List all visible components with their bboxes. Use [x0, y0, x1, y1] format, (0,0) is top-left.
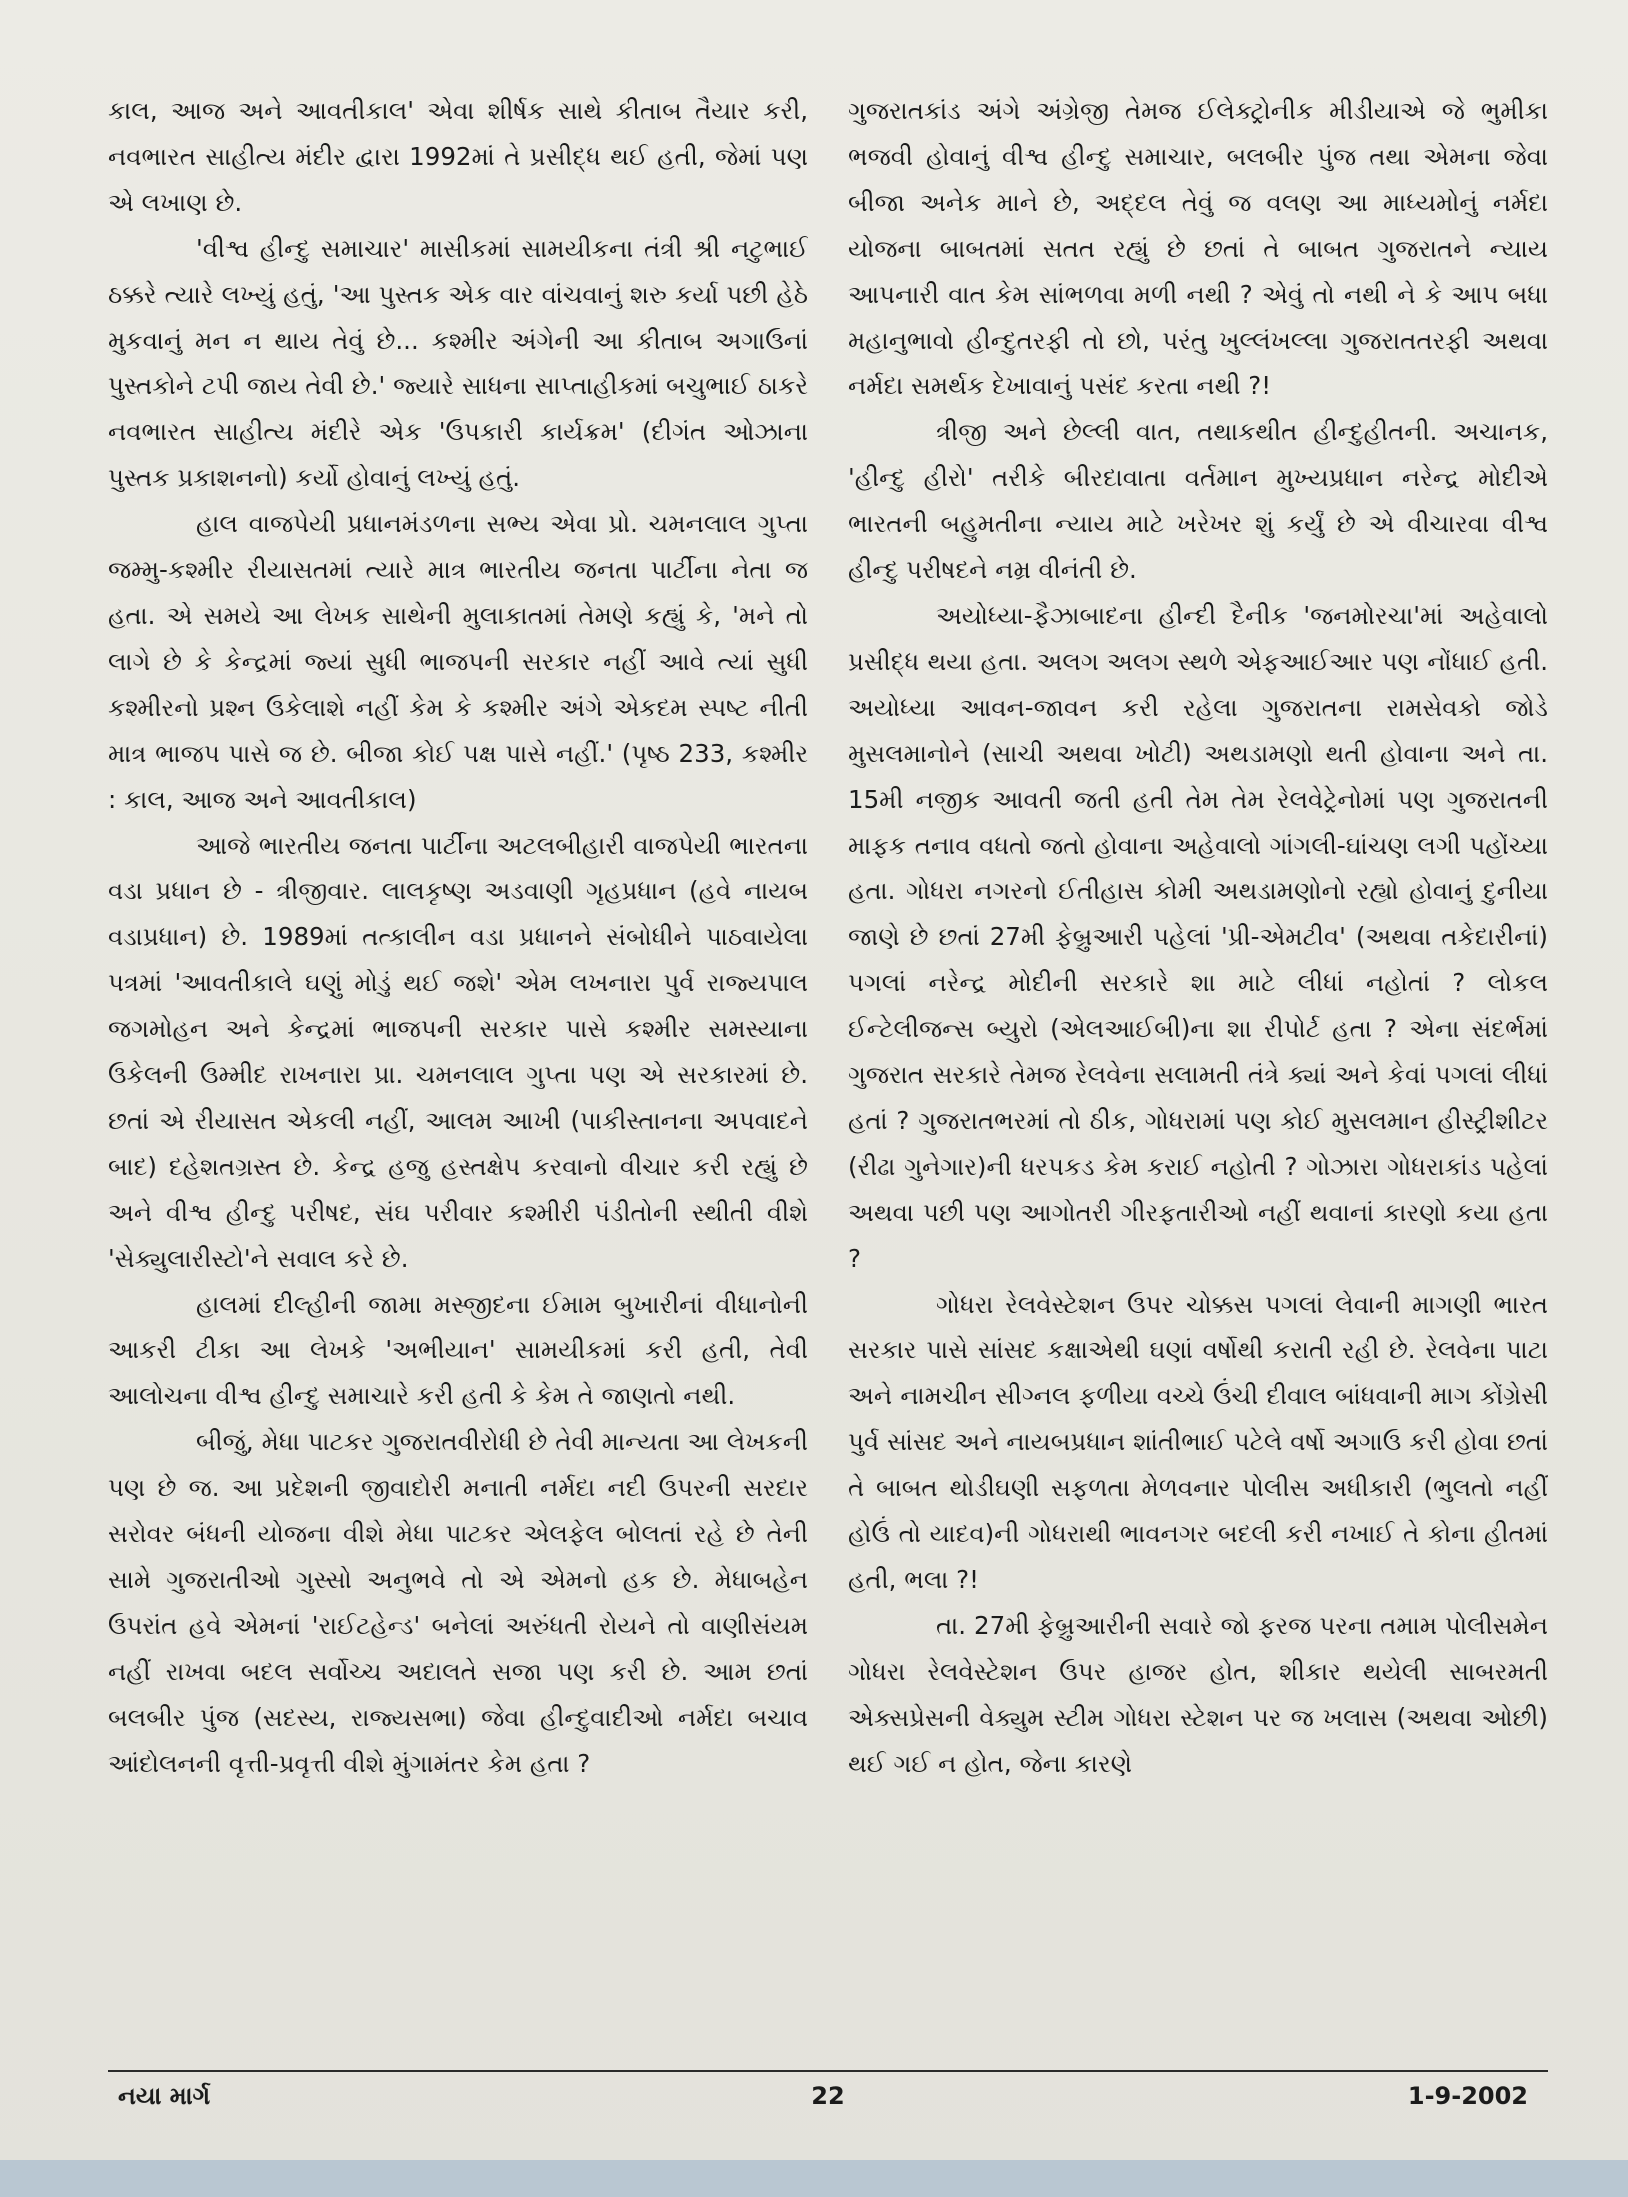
right-column [848, 88, 1548, 2043]
issue-date: 1-9-2002 [1407, 2082, 1528, 2110]
paragraph: અયોધ્યા-ફૈઝાબાદના હીન્દી દૈનીક 'જનમોરચા'માં અહેવાલો પ્રસીદ્ધ થયા હતા. અલગ અલગ સ્થળે એફઆઈઆર પણ નોંધાઈ હતી. અયોધ્યા આવન-જાવન કરી રહેલા ગુજરાતના રામસેવકો જોડે મુસલમાનોને (સાચી અથવા ખોટી) અથડામણો થતી હોવાના અને તા. 15મી નજીક આવતી જતી હતી તેમ તેમ રેલવેટ્રેનોમાં પણ ગુજરાતની માફક તનાવ વધતો જતો હોવાના અહેવાલો ગાંગલી-ઘાંચણ લગી પહોંચ્યા હતા. ગોધરા નગરનો ઈતીહાસ કોમી અથડામણોનો રહ્યો હોવાનું દુનીયા જાણે છે છતાં 27મી ફેબ્રુઆરી પહેલાં 'પ્રી-એમટીવ' (અથવા તકેદારીનાં) પગલાં નરેન્દ્ર મોદીની સરકારે શા માટે લીધાં નહોતાં ? લોકલ ઈન્ટેલીજન્સ બ્યુરો (એલઆઈબી)ના શા રીપોર્ટ હતા ? એના સંદર્ભમાં ગુજરાત સરકારે તેમજ રેલવેના સલામતી તંત્રે ક્યાં અને કેવાં પગલાં લીધાં હતાં ? ગુજરાતભરમાં તો ઠીક, ગોધરામાં પણ કોઈ મુસલમાન હીસ્ટ્રીશીટર (રીઢા ગુનેગાર)ની ધરપકડ કેમ કરાઈ નહોતી ? ગોઝારા ગોધરાકાંડ પહેલાં અથવા પછી પણ આગોતરી ગીરફતારીઓ નહીં થવાનાં કારણો કયા હતા ? [848, 600, 1548, 1273]
page-footer [108, 2070, 1548, 2120]
publication-name: નયા માર્ગ [118, 2082, 211, 2110]
left-column [108, 88, 808, 2043]
paragraph: ગુજરાતકાંડ અંગે અંગ્રેજી તેમજ ઈલેક્ટ્રોનીક મીડીયાએ જે ભુમીકા ભજવી હોવાનું વીશ્વ હીન્દુ સમાચાર, બલબીર પુંજ તથા એમના જેવા બીજા અનેક માને છે, અદ્દલ તેવું જ વલણ આ માધ્યમોનું નર્મદા યોજના બાબતમાં સતત રહ્યું છે છતાં તે બાબત ગુજરાતને ન્યાય આપનારી વાત કેમ સાંભળવા મળી નથી ? એવું તો નથી ને કે આપ બધા મહાનુભાવો હીન્દુતરફી તો છો, પરંતુ ખુલ્લંખલ્લા ગુજરાતતરફી અથવા નર્મદા સમર્થક દેખાવાનું પસંદ કરતા નથી ?! [848, 96, 1548, 401]
paragraph: હાલમાં દીલ્હીની જામા મસ્જીદના ઈમામ બુખારીનાં વીધાનોની આકરી ટીકા આ લેખકે 'અભીયાન' સામયીકમાં કરી હતી, તેવી આલોચના વીશ્વ હીન્દુ સમાચારે કરી હતી કે કેમ તે જાણતો નથી. [108, 1289, 808, 1411]
scan-background-strip [0, 2160, 1628, 2197]
page-number: 22 [811, 2082, 845, 2110]
paragraph: તા. 27મી ફેબ્રુઆરીની સવારે જો ફરજ પરના તમામ પોલીસમેન ગોધરા રેલવેસ્ટેશન ઉપર હાજર હોત, શીકાર થયેલી સાબરમતી એક્સપ્રેસની વેક્યુમ સ્ટીમ ગોધરા સ્ટેશન પર જ ખલાસ (અથવા ઓછી) થઈ ગઈ ન હોત, જેના કારણે [848, 1610, 1548, 1778]
paragraph: ત્રીજી અને છેલ્લી વાત, તથાકથીત હીન્દુહીતની. અચાનક, 'હીન્દુ હીરો' તરીકે બીરદાવાતા વર્તમાન મુખ્યપ્રધાન નરેન્દ્ર મોદીએ ભારતની બહુમતીના ન્યાય માટે ખરેખર શું કર્યું છે એ વીચારવા વીશ્વ હીન્દુ પરીષદને નમ્ર વીનંતી છે. [848, 417, 1548, 585]
paragraph: હાલ વાજપેયી પ્રધાનમંડળના સભ્ય એવા પ્રો. ચમનલાલ ગુપ્તા જમ્મુ-કશ્મીર રીયાસતમાં ત્યારે માત્ર ભારતીય જનતા પાર્ટીના નેતા જ હતા. એ સમયે આ લેખક સાથેની મુલાકાતમાં તેમણે કહ્યું કે, 'મને તો લાગે છે કે કેન્દ્રમાં જ્યાં સુધી ભાજપની સરકાર નહીં આવે ત્યાં સુધી કશ્મીરનો પ્રશ્ન ઉકેલાશે નહીં કેમ કે કશ્મીર અંગે એકદમ સ્પષ્ટ નીતી માત્ર ભાજપ પાસે જ છે. બીજા કોઈ પક્ષ પાસે નહીં.' (પૃષ્ઠ 233, કશ્મીર : કાલ, આજ અને આવતીકાલ) [108, 509, 808, 814]
paragraph: 'વીશ્વ હીન્દુ સમાચાર' માસીકમાં સામયીકના તંત્રી શ્રી નટુભાઈ ઠક્કરે ત્યારે લખ્યું હતું, 'આ પુસ્તક એક વાર વાંચવાનું શરુ કર્યા પછી હેઠે મુકવાનું મન ન થાય તેવું છે... કશ્મીર અંગેની આ કીતાબ અગાઉનાં પુસ્તકોને ટપી જાય તેવી છે.' જ્યારે સાધના સાપ્તાહીકમાં બચુભાઈ ઠાકરે નવભારત સાહીત્ય મંદીરે એક 'ઉપકારી કાર્યક્રમ' (દીગંત ઓઝાના પુસ્તક પ્રકાશનનો) કર્યો હોવાનું લખ્યું હતું. [108, 233, 808, 493]
paragraph: આજે ભારતીય જનતા પાર્ટીના અટલબીહારી વાજપેયી ભારતના વડા પ્રધાન છે - ત્રીજીવાર. લાલકૃષ્ણ અડવાણી ગૃહપ્રધાન (હવે નાયબ વડાપ્રધાન) છે. 1989માં તત્કાલીન વડા પ્રધાનને સંબોધીને પાઠવાયેલા પત્રમાં 'આવતીકાલે ઘણું મોડું થઈ જશે' એમ લખનારા પુર્વ રાજ્યપાલ જગમોહન અને કેન્દ્રમાં ભાજપની સરકાર પાસે કશ્મીર સમસ્યાના ઉકેલની ઉમ્મીદ રાખનારા પ્રા. ચમનલાલ ગુપ્તા પણ એ સરકારમાં છે. છતાં એ રીયાસત એકલી નહીં, આલમ આખી (પાકીસ્તાનના અપવાદને બાદ) દહેશતગ્રસ્ત છે. કેન્દ્ર હજુ હસ્તક્ષેપ કરવાનો વીચાર કરી રહ્યું છે અને વીશ્વ હીન્દુ પરીષદ, સંઘ પરીવાર કશ્મીરી પંડીતોની સ્થીતી વીશે 'સેક્યુલારીસ્ટો'ને સવાલ કરે છે. [108, 830, 808, 1273]
article-body [108, 88, 1548, 2043]
footer-divider [108, 2070, 1548, 2072]
paragraph: કાલ, આજ અને આવતીકાલ' એવા શીર્ષક સાથે કીતાબ તૈયાર કરી, નવભારત સાહીત્ય મંદીર દ્વારા 1992માં તે પ્રસીદ્ધ થઈ હતી, જેમાં પણ એ લખાણ છે. [108, 96, 808, 217]
paragraph: ગોધરા રેલવેસ્ટેશન ઉપર ચોક્કસ પગલાં લેવાની માગણી ભારત સરકાર પાસે સાંસદ કક્ષાએથી ઘણાં વર્ષોથી કરાતી રહી છે. રેલવેના પાટા અને નામચીન સીગ્નલ ફળીયા વચ્ચે ઉંચી દીવાલ બાંધવાની માગ કોંગ્રેસી પુર્વ સાંસદ અને નાયબપ્રધાન શાંતીભાઈ પટેલે વર્ષો અગાઉ કરી હોવા છતાં તે બાબત થોડીઘણી સફળતા મેળવનાર પોલીસ અધીકારી (ભુલતો નહીં હોઉં તો યાદવ)ની ગોધરાથી ભાવનગર બદલી કરી નખાઈ તે કોના હીતમાં હતી, ભલા ?! [848, 1289, 1548, 1594]
paragraph: બીજું, મેધા પાટકર ગુજરાતવીરોધી છે તેવી માન્યતા આ લેખકની પણ છે જ. આ પ્રદેશની જીવાદોરી મનાતી નર્મદા નદી ઉપરની સરદાર સરોવર બંધની યોજના વીશે મેધા પાટકર એલફેલ બોલતાં રહે છે તેની સામે ગુજરાતીઓ ગુસ્સો અનુભવે તો એ એમનો હક છે. મેધાબહેન ઉપરાંત હવે એમનાં 'રાઈટહેન્ડ' બનેલાં અરુંધતી રોયને તો વાણીસંયમ નહીં રાખવા બદલ સર્વોચ્ચ અદાલતે સજા પણ કરી છે. આમ છતાં બલબીર પુંજ (સદસ્ય, રાજ્યસભા) જેવા હીન્દુવાદીઓ નર્મદા બચાવ આંદોલનની વૃત્તી-પ્રવૃત્તી વીશે મુંગામંતર કેમ હતા ? [108, 1427, 808, 1778]
